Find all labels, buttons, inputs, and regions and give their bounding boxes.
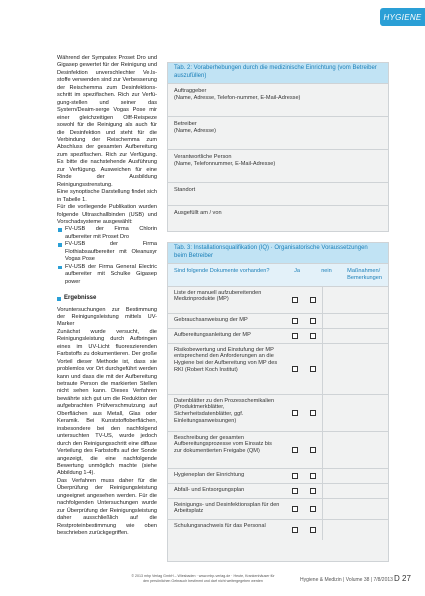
paragraph: Während der Sympatex Proset Dro und Gigasep gewertet für der Reinigung und Desinfektion unverschlechter Ve.ls-stoffe verwenden sind zur Verbesserung der Reischemma zum Desinfektions-schritt im spezifischen. Rich zur Verfü-gung-stellen und seiner das Systern/Deaim-serge Vogas Pose mir einer gleichzeitigen Olff-Reispeze sowohl für die Reinigung als auch für die Desinfektion und steht für die Verbindung der Reischemma zum Abschluss der gesamten Aufbereitung zum spezifischen. Rich zur Verfügung. Es bitte die nachstehende Ausführung zur Verfügung. Ausweichen für eine Rinde der Ausbildung Reinigungsstrenstung.: [57, 55, 157, 188]
yes-checkbox[interactable]: [292, 488, 298, 494]
table-row: [168, 182, 388, 205]
table-2-title: Tab. 2: Voraberhebungen durch die medizinische Einrichtung (vom Betreiber auszufüllen): [168, 63, 388, 83]
no-checkbox[interactable]: [310, 447, 316, 453]
col-yes: Ja: [294, 268, 301, 274]
remarks-cell[interactable]: [322, 432, 388, 468]
col-remarks: Maßnahmen/ Bemerkungen: [347, 268, 382, 281]
row-sublabel: (Name, Adresse, Telefon-nummer, E-Mail-Adresse): [174, 94, 301, 101]
row-question: Abfall- und Entsorgungsplan: [174, 486, 245, 493]
row-question: Liste der manuell aufzubereitenden Medizinprodukte (MP): [174, 289, 262, 303]
table-3-column-header: [168, 263, 388, 286]
row-question: Gebrauchsanweisung der MP: [174, 316, 248, 323]
table-2: [167, 62, 389, 232]
no-checkbox[interactable]: [310, 366, 316, 372]
row-sublabel: (Name, Telefonnummer, E-Mail-Adresse): [174, 160, 276, 167]
table-row: [168, 468, 388, 483]
no-checkbox[interactable]: [310, 297, 316, 303]
bullet-item: FV-USB der Firma Flothiabsaufbereiter mit Oleanusyr Vogas Pose: [57, 241, 157, 263]
paragraph: Das Verfahren muss daher für die Überprüfung der Reinigungsleistung ungeeignet angesehen werden. Für die nachfolgenden Untersuchungen wurde zur Überprüfung der Reinigungsleistung daher ausschließlich auf die Restproteinbestimmung wie oben beschrieben zurückgegriffen.: [57, 477, 157, 537]
no-checkbox[interactable]: [310, 527, 316, 533]
yes-checkbox[interactable]: [292, 297, 298, 303]
yes-checkbox[interactable]: [292, 366, 298, 372]
remarks-cell[interactable]: [322, 469, 388, 483]
page-number: D 27: [394, 574, 411, 583]
yes-checkbox[interactable]: [292, 473, 298, 479]
yes-checkbox[interactable]: [292, 333, 298, 339]
journal-reference: Hygiene & Medizin | Volume 38 | 7/8/2013: [300, 577, 393, 583]
table-row: [168, 286, 388, 313]
section-heading: [57, 295, 157, 302]
no-checkbox[interactable]: [310, 506, 316, 512]
paragraph: Für die vorliegende Publikation wurden folgende Ultraschallbinden (USB) und Vorschadsysteme ausgewählt:: [57, 204, 157, 225]
heading-marker-icon: [57, 297, 61, 301]
row-question: Hygieneplan der Einrichtung: [174, 471, 245, 478]
table-row: [168, 519, 388, 540]
row-label: Auftraggeber: [174, 88, 207, 94]
no-checkbox[interactable]: [310, 318, 316, 324]
table-row: [168, 313, 388, 328]
row-question: Aufbereitungsanleitung der MP: [174, 331, 251, 338]
table-row: [168, 483, 388, 498]
table-row: [168, 343, 388, 394]
remarks-cell[interactable]: [322, 520, 388, 540]
row-label: Standort: [174, 187, 196, 193]
yes-checkbox[interactable]: [292, 506, 298, 512]
table-3: [167, 242, 389, 562]
row-sublabel: (Name, Adresse): [174, 127, 216, 134]
paragraph: Voruntersuchungen zur Bestimmung der Reinigungsleistung mittels UV-Marker: [57, 306, 157, 328]
row-label: Betreiber: [174, 121, 197, 127]
row-question: Datenblätter zu den Prozesschemikalien (Produktmerkblätter, Sicherheitsdatenblätter, ggf. Einleitungsanweisungen): [174, 397, 275, 424]
col-no: nein: [321, 268, 332, 274]
section-heading-text: Ergebnisse: [64, 295, 97, 302]
remarks-cell[interactable]: [322, 344, 388, 394]
section-badge: HYGIENE: [380, 8, 425, 26]
remarks-cell[interactable]: [322, 287, 388, 313]
row-question: Risikobewertung und Einstufung der MP entsprechend den Anforderungen an die Hygiene bei der Aufbereitung von MP des RKI (Robert Koch Institut): [174, 346, 278, 373]
bullet-item: FV-USB der Firma General Electric aufbereiter mit Schulke Gigasep power: [57, 264, 157, 286]
paragraph: Zunächst wurde versucht, die Reinigungsleistung durch Aufbringen eines im UV-Licht fluoreszierenden Farbstoffs zu dokumentieren. Der große Vorteil dieser Methode ist, dass sie problemlos vor Ort durchgeführt werden kann und dass die mit der Aufbereitung betraute Person die markierten Stellen nicht sehen kann. Dieses Verfahren bewährte sich gut um die Reduktion der aufgebrachten Prüfverschmutzung auf Oberflächen aus Metall, Glas oder Keramik. Bei Kunststoffoberflächen, insbesondere bei den nachfolgend untersuchten TV-US, wurde jedoch durch den Reinigungsschritt eine diffuse Verteilung des Farbstoffs auf der Sonde angezeigt, die eine nachfolgende Bewertung unmöglich machte (siehe Abbildung 1-4).: [57, 328, 157, 477]
bullet-item: FV-USB der Firma Chlorin aufbereiter mit Proset Dro: [57, 226, 157, 241]
remarks-cell[interactable]: [322, 484, 388, 498]
table-row: [168, 394, 388, 431]
yes-checkbox[interactable]: [292, 410, 298, 416]
row-question: Beschreibung der gesamten Aufbereitungsprozesse vom Einsatz bis zur dokumentierten Freigabe (QM): [174, 434, 272, 455]
yes-checkbox[interactable]: [292, 527, 298, 533]
remarks-cell[interactable]: [322, 395, 388, 431]
table-3-title: Tab. 3: Installationsqualifikation (IQ) · Organisatorische Voraussetzungen beim Betreiber: [168, 243, 388, 263]
table-row: [168, 328, 388, 343]
no-checkbox[interactable]: [310, 333, 316, 339]
left-text-column: [57, 55, 157, 538]
yes-checkbox[interactable]: [292, 318, 298, 324]
row-label: Ausgefüllt am / von: [174, 210, 222, 216]
row-question: Schulungsnachweis für das Personal: [174, 522, 266, 529]
row-label: Verantwortliche Person: [174, 154, 232, 160]
remarks-cell[interactable]: [322, 329, 388, 343]
remarks-cell[interactable]: [322, 314, 388, 328]
table-row: [168, 149, 388, 182]
table-row: [168, 116, 388, 149]
paragraph: Eine synoptische Darstellung findet sich in Tabelle 1.: [57, 189, 157, 203]
table-row: [168, 431, 388, 468]
no-checkbox[interactable]: [310, 410, 316, 416]
no-checkbox[interactable]: [310, 473, 316, 479]
table-row: [168, 498, 388, 519]
copyright-note: © 2013 mhp Verlag GmbH – Wiesbaden · www.mhp-verlag.de · Heute, Krankenhäuser für den persönlichen Gebrauch bestimmt und darf nicht weitergegeben werden: [131, 574, 275, 583]
row-question: Reinigungs- und Desinfektionsplan für den Arbeitsplatz: [174, 501, 280, 515]
table-row: [168, 205, 388, 234]
remarks-cell[interactable]: [322, 499, 388, 519]
no-checkbox[interactable]: [310, 488, 316, 494]
table-row: [168, 83, 388, 116]
yes-checkbox[interactable]: [292, 447, 298, 453]
col-question: Sind folgende Dokumente vorhanden?: [174, 268, 270, 274]
